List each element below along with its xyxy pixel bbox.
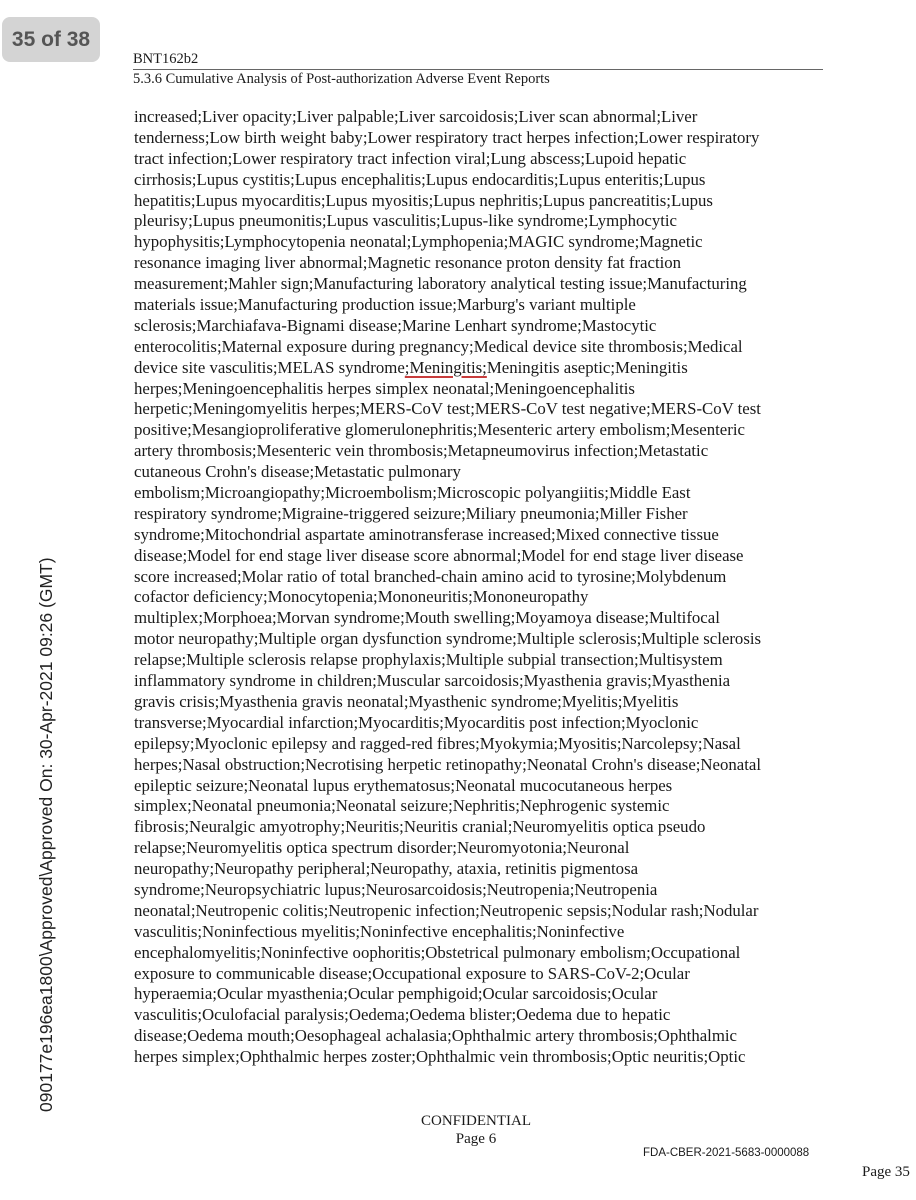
body-line: measurement;Mahler sign;Manufacturing laboratory analytical testing issue;Manufacturing — [134, 274, 747, 294]
body-line: positive;Mesangioproliferative glomerulonephritis;Mesenteric artery embolism;Mesenteric — [134, 420, 745, 440]
body-line: sclerosis;Marchiafava-Bignami disease;Marine Lenhart syndrome;Mastocytic — [134, 315, 657, 335]
approval-stamp-sidebar: 090177e196ea1800\Approved\Approved On: 30-Apr-2021 09:26 (GMT) — [36, 557, 56, 1112]
body-line: neonatal;Neutropenic colitis;Neutropenic infection;Neutropenic sepsis;Nodular rash;Nodular — [134, 900, 759, 920]
body-line: epilepsy;Myoclonic epilepsy and ragged-red fibres;Myokymia;Myositis;Narcolepsy;Nasal — [134, 733, 741, 753]
body-line: tract infection;Lower respiratory tract infection viral;Lung abscess;Lupoid hepatic — [134, 148, 687, 168]
body-line: cutaneous Crohn's disease;Metastatic pulmonary — [134, 462, 461, 482]
body-line: relapse;Neuromyelitis optica spectrum disorder;Neuromyotonia;Neuronal — [134, 838, 630, 858]
body-line: gravis crisis;Myasthenia gravis neonatal;Myasthenic syndrome;Myelitis;Myelitis — [134, 691, 679, 711]
body-line: herpes;Meningoencephalitis herpes simplex neonatal;Meningoencephalitis — [134, 378, 635, 398]
body-line: neuropathy;Neuropathy peripheral;Neuropathy, ataxia, retinitis pigmentosa — [134, 859, 639, 879]
body-line: hepatitis;Lupus myocarditis;Lupus myositis;Lupus nephritis;Lupus pancreatitis;Lupus — [134, 190, 713, 210]
footer-confidential: CONFIDENTIAL — [421, 1113, 531, 1129]
body-line: hypophysitis;Lymphocytopenia neonatal;Lymphopenia;MAGIC syndrome;Magnetic — [134, 232, 703, 252]
body-line: tenderness;Low birth weight baby;Lower respiratory tract herpes infection;Lower respiratory — [134, 127, 760, 147]
body-line: multiplex;Morphoea;Morvan syndrome;Mouth swelling;Moyamoya disease;Multifocal — [134, 608, 720, 628]
body-line-text: Meningitis aseptic;Meningitis — [486, 357, 688, 377]
body-line: syndrome;Neuropsychiatric lupus;Neurosarcoidosis;Neutropenia;Neutropenia — [134, 879, 658, 899]
body-line: encephalomyelitis;Noninfective oophoritis;Obstetrical pulmonary embolism;Occupational — [134, 942, 741, 962]
body-line: exposure to communicable disease;Occupational exposure to SARS-CoV-2;Ocular — [134, 963, 690, 983]
body-line: fibrosis;Neuralgic amyotrophy;Neuritis;Neuritis cranial;Neuromyelitis optica pseudo — [134, 817, 706, 837]
body-line: respiratory syndrome;Migraine-triggered seizure;Miliary pneumonia;Miller Fisher — [134, 503, 688, 523]
footer-page-number: Page 6 — [455, 1131, 497, 1147]
body-line: cirrhosis;Lupus cystitis;Lupus encephalitis;Lupus endocarditis;Lupus enteritis;Lupus — [134, 169, 706, 189]
highlighted-term: ;Meningitis; — [404, 357, 487, 377]
header-doc-code: BNT162b2 — [133, 51, 199, 67]
body-line: vasculitis;Oculofacial paralysis;Oedema;Oedema blister;Oedema due to hepatic — [134, 1005, 671, 1025]
body-line: increased;Liver opacity;Liver palpable;Liver sarcoidosis;Liver scan abnormal;Liver — [134, 107, 698, 126]
body-line: relapse;Multiple sclerosis relapse prophylaxis;Multiple subpial transection;Multisystem — [134, 650, 723, 670]
body-line: herpes simplex;Ophthalmic herpes zoster;Ophthalmic vein thrombosis;Optic neuritis;Optic — [134, 1047, 746, 1067]
body-line: artery thrombosis;Mesenteric vein thrombosis;Metapneumovirus infection;Metastatic — [134, 441, 709, 461]
body-line: materials issue;Manufacturing production issue;Marburg's variant multiple — [134, 295, 636, 315]
document-body — [134, 107, 826, 1068]
body-line — [134, 358, 826, 379]
body-line: cofactor deficiency;Monocytopenia;Mononeuritis;Mononeuropathy — [134, 587, 589, 607]
body-line: transverse;Myocardial infarction;Myocarditis;Myocarditis post infection;Myoclonic — [134, 712, 699, 732]
body-line: vasculitis;Noninfectious myelitis;Noninfective encephalitis;Noninfective — [134, 921, 625, 941]
body-line: epileptic seizure;Neonatal lupus erythematosus;Neonatal mucocutaneous herpes — [134, 775, 673, 795]
header-rule — [133, 69, 823, 70]
body-line: embolism;Microangiopathy;Microembolism;Microscopic polyangiitis;Middle East — [134, 483, 691, 503]
body-line: resonance imaging liver abnormal;Magnetic resonance proton density fat fraction — [134, 253, 682, 273]
body-line: herpes;Nasal obstruction;Necrotising herpetic retinopathy;Neonatal Crohn's disease;Neonatal — [134, 754, 762, 774]
body-line: enterocolitis;Maternal exposure during pregnancy;Medical device site thrombosis;Medical — [134, 336, 743, 356]
page-counter-badge: 35 of 38 — [2, 17, 100, 62]
body-line: motor neuropathy;Multiple organ dysfunction syndrome;Multiple sclerosis;Multiple sclerosis — [134, 629, 762, 649]
body-line: hyperaemia;Ocular myasthenia;Ocular pemphigoid;Ocular sarcoidosis;Ocular — [134, 984, 658, 1004]
body-line: score increased;Molar ratio of total branched-chain amino acid to tyrosine;Molybdenum — [134, 566, 727, 586]
body-line: inflammatory syndrome in children;Muscular sarcoidosis;Myasthenia gravis;Myasthenia — [134, 671, 731, 691]
footer-page-total: Page 35 — [862, 1164, 910, 1180]
body-line: simplex;Neonatal pneumonia;Neonatal seizure;Nephritis;Nephrogenic systemic — [134, 796, 670, 816]
body-line: syndrome;Mitochondrial aspartate aminotransferase increased;Mixed connective tissue — [134, 524, 719, 544]
body-line: disease;Oedema mouth;Oesophageal achalasia;Ophthalmic artery thrombosis;Ophthalmic — [134, 1026, 738, 1046]
body-line: pleurisy;Lupus pneumonitis;Lupus vasculitis;Lupus-like syndrome;Lymphocytic — [134, 211, 678, 231]
body-line: disease;Model for end stage liver disease score abnormal;Model for end stage liver disease — [134, 545, 744, 565]
header-section-title: 5.3.6 Cumulative Analysis of Post-authorization Adverse Event Reports — [133, 71, 550, 87]
footer-fda-id: FDA-CBER-2021-5683-0000088 — [643, 1147, 810, 1159]
body-line-text: device site vasculitis;MELAS syndrome — [134, 357, 405, 377]
body-line: herpetic;Meningomyelitis herpes;MERS-CoV test;MERS-CoV test negative;MERS-CoV test — [134, 399, 761, 419]
